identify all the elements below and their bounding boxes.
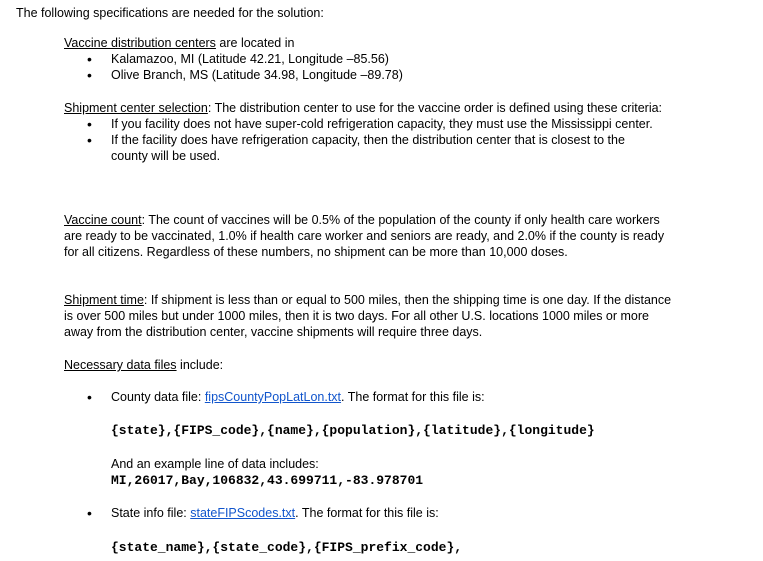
county-format: {state},{FIPS_code},{name},{population},{latitude},{longitude} xyxy=(111,423,595,438)
centers-heading-rest: are located in xyxy=(215,36,295,50)
centers-list xyxy=(64,51,676,83)
count-section xyxy=(64,212,676,260)
state-format: {state_name},{state_code},{FIPS_prefix_code}, xyxy=(111,540,463,555)
centers-heading: Vaccine distribution centers xyxy=(64,36,216,50)
selection-text: : The distribution center to use for the vaccine order is defined using these criteria: xyxy=(207,101,663,115)
list-item: • Kalamazoo, MI (Latitude 42.21, Longitude –85.56) xyxy=(64,51,676,67)
county-file-link[interactable]: fipsCountyPopLatLon.txt xyxy=(204,390,342,404)
count-text: : The count of vaccines will be 0.5% of the population of the county if only health care workers are ready to be vaccinated, 1.0% if health care worker and seniors are ready, and 2.0% if the county is ready for all citizens. Regardless of these numbers, no shipment can be more than 10,000 doses. xyxy=(64,213,665,259)
files-heading-line xyxy=(64,357,676,373)
centers-section xyxy=(64,35,676,83)
time-text: : If shipment is less than or equal to 500 miles, then the shipping time is one day. If the distance is over 500 miles but under 1000 miles, then it is two days. For all other U.S. locations 1000 miles or more away from the distribution center, vaccine shipments will require three days. xyxy=(64,293,672,339)
state-file-after: . The format for this file is: xyxy=(295,506,439,520)
list-item: • If you facility does not have super-cold refrigeration capacity, they must use the Mississippi center. xyxy=(64,116,664,132)
county-file-item xyxy=(64,389,485,405)
county-file-label: County data file: xyxy=(111,390,205,404)
count-heading: Vaccine count xyxy=(64,213,142,227)
county-example-label: And an example line of data includes: xyxy=(111,457,319,471)
centers-heading-line xyxy=(64,35,676,51)
list-item: • If the facility does have refrigeration capacity, then the distribution center that is closest to the county will be used. xyxy=(64,132,664,164)
selection-heading: Shipment center selection xyxy=(64,101,208,115)
time-heading: Shipment time xyxy=(64,293,144,307)
list-item: • Olive Branch, MS (Latitude 34.98, Longitude –89.78) xyxy=(64,67,676,83)
time-section xyxy=(64,292,676,340)
selection-paragraph xyxy=(64,100,676,116)
state-file-link[interactable]: stateFIPScodes.txt xyxy=(190,506,296,520)
files-heading-rest: include: xyxy=(176,358,224,372)
selection-list xyxy=(64,116,664,164)
county-example: MI,26017,Bay,106832,43.699711,-83.978701 xyxy=(111,473,424,488)
county-file-after: . The format for this file is: xyxy=(341,390,485,404)
selection-section xyxy=(64,100,676,164)
files-heading: Necessary data files xyxy=(64,358,177,372)
intro-text: The following specifications are needed for the solution: xyxy=(16,6,324,20)
state-file-label: State info file: xyxy=(111,506,191,520)
state-file-item xyxy=(64,505,439,521)
